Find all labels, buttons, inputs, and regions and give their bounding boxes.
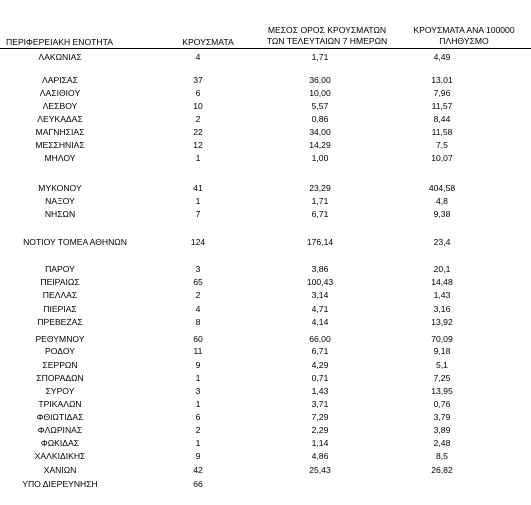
cases-cell: 1 <box>195 438 201 448</box>
per-100000-cell: 3,79 <box>433 412 451 422</box>
average-cell: 0,71 <box>311 373 329 383</box>
region-cell: ΦΩΚΙΔΑΣ <box>40 438 80 448</box>
per-100000-cell: 404,58 <box>428 183 456 193</box>
region-cell: ΜΑΓΝΗΣΙΑΣ <box>35 127 85 137</box>
average-cell: 5,57 <box>311 101 329 111</box>
table-row <box>0 195 531 207</box>
table-row <box>0 303 531 315</box>
table-row <box>0 385 531 397</box>
average-cell: 3,86 <box>311 264 329 274</box>
per-100000-cell: 5,1 <box>436 360 448 370</box>
table-row <box>0 411 531 423</box>
region-cell: ΝΟΤΙΟΥ ΤΟΜΕΑ ΑΘΗΝΩΝ <box>23 237 127 247</box>
table-row <box>0 208 531 220</box>
region-cell: ΠΕΛΛΑΣ <box>42 290 78 300</box>
region-cell: ΣΥΡΟΥ <box>45 386 75 396</box>
table-row <box>0 139 531 151</box>
average-cell: 3,14 <box>311 290 329 300</box>
per-100000-cell: 4,49 <box>433 52 451 62</box>
region-cell: ΠΙΕΡΙΑΣ <box>43 304 77 314</box>
header-per-line2: ΠΛΗΘΥΣΜΟ <box>439 36 489 46</box>
average-cell: 4,14 <box>311 317 329 327</box>
cases-cell: 6 <box>195 412 201 422</box>
cases-cell: 9 <box>195 360 201 370</box>
region-cell: ΛΑΚΩΝΙΑΣ <box>38 52 82 62</box>
table-row <box>0 478 531 490</box>
region-cell: ΛΕΣΒΟΥ <box>42 101 78 111</box>
table-row <box>0 152 531 164</box>
region-cell: ΡΟΔΟΥ <box>45 346 75 356</box>
per-100000-cell: 14,48 <box>431 277 453 287</box>
table-row <box>0 182 531 194</box>
table-row <box>0 289 531 301</box>
table-row <box>0 333 531 345</box>
per-100000-cell: 8,44 <box>433 114 451 124</box>
table-row <box>0 263 531 275</box>
cases-cell: 11 <box>193 346 203 356</box>
region-cell: ΠΡΕΒΕΖΑΣ <box>37 317 83 327</box>
average-cell: 176,14 <box>306 237 334 247</box>
region-cell: ΧΑΝΙΩΝ <box>43 465 77 475</box>
per-100000-cell: 11,58 <box>431 127 453 137</box>
cases-cell: 3 <box>195 386 201 396</box>
average-cell: 6,71 <box>311 209 329 219</box>
cases-cell: 60 <box>193 334 203 344</box>
per-100000-cell: 13,92 <box>431 317 453 327</box>
table-row <box>0 126 531 138</box>
table-row <box>0 87 531 99</box>
average-cell: 2,29 <box>311 425 329 435</box>
header-per-100000 <box>399 25 529 47</box>
per-100000-cell: 8,5 <box>436 451 448 461</box>
header-region: ΠΕΡΙΦΕΡΕΙΑΚΗ ΕΝΟΤΗΤΑ <box>6 37 113 47</box>
cases-cell: 9 <box>195 451 201 461</box>
average-cell: 1,71 <box>311 52 329 62</box>
cases-cell: 66 <box>193 479 203 489</box>
table-row <box>0 359 531 371</box>
per-100000-cell: 3,16 <box>433 304 451 314</box>
per-100000-cell: 26,82 <box>431 465 453 475</box>
region-cell: ΤΡΙΚΑΛΩΝ <box>38 399 82 409</box>
region-cell: ΛΑΣΙΘΙΟΥ <box>39 88 81 98</box>
cases-cell: 1 <box>195 399 201 409</box>
cases-cell: 7 <box>195 209 201 219</box>
cases-cell: 2 <box>195 425 201 435</box>
cases-cell: 124 <box>190 237 206 247</box>
table-row <box>0 345 531 357</box>
region-cell: ΝΗΣΩΝ <box>44 209 76 219</box>
average-cell: 0,86 <box>311 114 329 124</box>
region-cell: ΥΠΟ ΔΙΕΡΕΥΝΗΣΗ <box>22 479 98 489</box>
cases-cell: 10 <box>193 101 203 111</box>
table-row <box>0 398 531 410</box>
per-100000-cell: 23,4 <box>433 237 451 247</box>
per-100000-cell: 13,01 <box>431 75 453 85</box>
per-100000-cell: 7,5 <box>436 140 448 150</box>
per-100000-cell: 11,57 <box>431 101 453 111</box>
average-cell: 66,00 <box>309 334 331 344</box>
header-average <box>262 25 392 47</box>
average-cell: 4,86 <box>311 451 329 461</box>
region-cell: ΣΠΟΡΑΔΩΝ <box>36 373 84 383</box>
per-100000-cell: 9,38 <box>433 209 451 219</box>
average-cell: 34,00 <box>309 127 331 137</box>
table-row <box>0 113 531 125</box>
average-cell: 6,71 <box>311 346 329 356</box>
cases-cell: 4 <box>195 52 201 62</box>
table-row <box>0 437 531 449</box>
header-cases: ΚΡΟΥΣΜΑΤΑ <box>182 37 234 47</box>
cases-cell: 2 <box>195 114 201 124</box>
table-row <box>0 236 531 248</box>
cases-cell: 41 <box>193 183 203 193</box>
cases-cell: 4 <box>195 304 201 314</box>
region-cell: ΜΕΣΣΗΝΙΑΣ <box>35 140 85 150</box>
per-100000-cell: 20,1 <box>433 264 451 274</box>
table-row <box>0 276 531 288</box>
average-cell: 14,29 <box>309 140 331 150</box>
cases-cell: 1 <box>195 196 201 206</box>
region-cell: ΦΘΙΩΤΙΔΑΣ <box>36 412 84 422</box>
table-row <box>0 464 531 476</box>
header-average-line1: ΜΕΣΟΣ ΟΡΟΣ ΚΡΟΥΣΜΑΤΩΝ <box>267 25 387 35</box>
table-row <box>0 74 531 86</box>
cases-cell: 2 <box>195 290 201 300</box>
per-100000-cell: 10,07 <box>431 153 453 163</box>
table-row <box>0 100 531 112</box>
average-cell: 3,71 <box>311 399 329 409</box>
region-cell: ΣΕΡΡΩΝ <box>42 360 78 370</box>
per-100000-cell: 1,43 <box>433 290 451 300</box>
region-cell: ΛΑΡΙΣΑΣ <box>42 75 78 85</box>
table-row <box>0 372 531 384</box>
per-100000-cell: 7,96 <box>433 88 451 98</box>
cases-cell: 37 <box>193 75 203 85</box>
cases-cell: 1 <box>195 373 201 383</box>
region-cell: ΡΕΘΥΜΝΟΥ <box>35 334 85 344</box>
table-row <box>0 316 531 328</box>
region-cell: ΜΗΛΟΥ <box>44 153 76 163</box>
table-row <box>0 424 531 436</box>
per-100000-cell: 7,25 <box>433 373 451 383</box>
per-100000-cell: 0,76 <box>433 399 451 409</box>
average-cell: 36,00 <box>309 75 331 85</box>
per-100000-cell: 4,8 <box>436 196 448 206</box>
region-cell: ΜΥΚΟΝΟΥ <box>38 183 82 193</box>
cases-cell: 8 <box>195 317 201 327</box>
per-100000-cell: 3,89 <box>433 425 451 435</box>
cases-cell: 22 <box>193 127 203 137</box>
average-cell: 100,43 <box>306 277 334 287</box>
per-100000-cell: 2,48 <box>433 438 451 448</box>
average-cell: 1,43 <box>311 386 329 396</box>
header-divider <box>0 48 531 49</box>
header-per-line1: ΚΡΟΥΣΜΑΤΑ ΑΝΑ 100000 <box>413 25 515 35</box>
region-cell: ΦΛΩΡΙΝΑΣ <box>37 425 83 435</box>
cases-cell: 42 <box>193 465 203 475</box>
average-cell: 10,00 <box>309 88 331 98</box>
region-cell: ΛΕΥΚΑΔΑΣ <box>37 114 83 124</box>
cases-cell: 3 <box>195 264 201 274</box>
per-100000-cell: 9,18 <box>433 346 451 356</box>
table-row <box>0 450 531 462</box>
per-100000-cell: 13,95 <box>431 386 453 396</box>
table-row <box>0 51 531 63</box>
average-cell: 23,29 <box>309 183 331 193</box>
average-cell: 1,00 <box>311 153 329 163</box>
average-cell: 4,29 <box>311 360 329 370</box>
cases-cell: 1 <box>195 153 201 163</box>
per-100000-cell: 70,09 <box>431 334 453 344</box>
average-cell: 1,14 <box>311 438 329 448</box>
header-average-line2: ΤΩΝ ΤΕΛΕΥΤΑΙΩΝ 7 ΗΜΕΡΩΝ <box>266 36 388 46</box>
region-cell: ΝΑΞΟΥ <box>45 196 75 206</box>
average-cell: 25,43 <box>309 465 331 475</box>
cases-cell: 6 <box>195 88 201 98</box>
region-cell: ΧΑΛΚΙΔΙΚΗΣ <box>34 451 86 461</box>
cases-cell: 12 <box>193 140 203 150</box>
average-cell: 4,71 <box>311 304 329 314</box>
cases-cell: 65 <box>193 277 203 287</box>
average-cell: 1,71 <box>311 196 329 206</box>
region-cell: ΠΕΙΡΑΙΩΣ <box>40 277 80 287</box>
region-cell: ΠΑΡΟΥ <box>45 264 75 274</box>
average-cell: 7,29 <box>311 412 329 422</box>
